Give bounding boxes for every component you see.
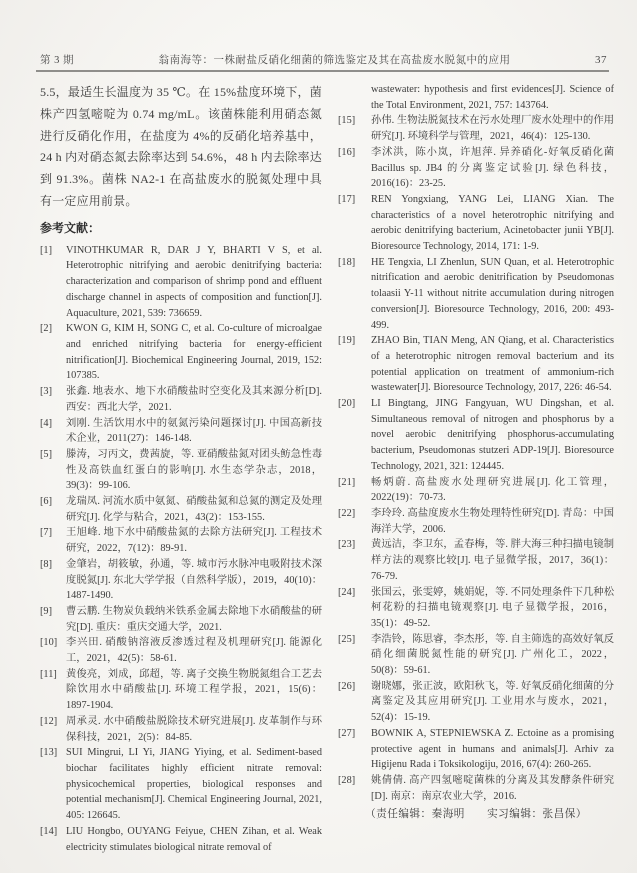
header-rule bbox=[36, 70, 609, 72]
reference-number: [25] bbox=[338, 633, 356, 645]
reference-item bbox=[40, 525, 322, 556]
reference-item bbox=[338, 192, 614, 255]
editors-note: （责任编辑：秦海明 实习编辑：张昌保） bbox=[365, 809, 587, 821]
references-list-left bbox=[40, 243, 322, 855]
reference-item bbox=[338, 475, 614, 506]
reference-number: [20] bbox=[338, 398, 356, 410]
reference-number: [2] bbox=[40, 323, 53, 335]
reference-text: VINOTHKUMAR R, DAR J Y, BHARTI V S, et al. Heterotrophic nitrifying and aerobic denitrifying bacteria: characterization and comparison of shrimp pond and effluent discharge channel in aspects of composition and function[J]. Aquaculture, 2021, 539: 736659. bbox=[66, 244, 322, 319]
reference-text: 金肇岩，胡筱敏，孙通，等. 城市污水脉冲电吸附技术深度脱氮[J]. 东北大学学报（自然科学版），2019，40(10)：1487-1490. bbox=[66, 558, 322, 602]
reference-item bbox=[40, 447, 322, 494]
reference-number: [11] bbox=[40, 668, 57, 680]
reference-text: 张国云，张雯婷，姚娟妮，等. 不同处理条件下几种松柯花粉的扫描电镜观察[J]. 电子显微学报，2016，35(1)：49-52. bbox=[371, 586, 614, 629]
references-heading: 参考文献： bbox=[40, 220, 101, 235]
reference-text: 李浩铃，陈思睿，李杰彤，等. 自主筛选的高效好氧反硝化细菌脱氮性能的研究[J]. 广州化工，2022，50(8)：59-61. bbox=[371, 633, 614, 677]
reference-item bbox=[40, 494, 322, 525]
reference-item bbox=[338, 333, 614, 396]
reference-item bbox=[338, 255, 614, 334]
running-head bbox=[40, 52, 607, 67]
reference-item bbox=[40, 557, 322, 604]
reference-number: [6] bbox=[40, 496, 53, 508]
reference-text: HE Tengxia, LI Zhenlun, SUN Quan, et al. Heterotrophic nitrification and aerobic denitrification by Pseudomonas tolaasii Y-11 without nitrite accumulation during nitrogen conversion[J]. Bioresource Technology, 2016, 200: 493-499. bbox=[371, 256, 614, 331]
reference-item bbox=[338, 679, 614, 726]
reference-number: [4] bbox=[40, 417, 53, 429]
reference-item bbox=[338, 632, 614, 679]
reference-number: [19] bbox=[338, 335, 356, 347]
reference-number: [1] bbox=[40, 244, 53, 256]
reference-item bbox=[40, 243, 322, 322]
reference-number: [12] bbox=[40, 715, 58, 727]
reference-item bbox=[40, 667, 322, 714]
reference-text: 姚倩倩. 高产四氢嘧啶菌株的分离及其发酵条件研究[D]. 南京：南京农业大学，2016. bbox=[371, 774, 614, 802]
reference-text: REN Yongxiang, YANG Lei, LIANG Xian. The characteristics of a novel heterotrophic nitrifying and aerobic denitrifying bacterium, Acinetobacter junii YB[J]. Bioresource Technology, 2014, 171: 1-9. bbox=[371, 193, 614, 253]
reference-text: 张鑫. 地表水、地下水硝酸盐时空变化及其来源分析[D]. 西安：西北大学，2021. bbox=[66, 386, 322, 413]
reference-number: [10] bbox=[40, 637, 58, 649]
reference-item bbox=[338, 773, 614, 804]
reference-item bbox=[338, 113, 614, 144]
reference-text: 李玲玲. 高盐度废水生物处理特性研究[D]. 青岛：中国海洋大学，2006. bbox=[371, 507, 614, 535]
reference-item bbox=[338, 82, 614, 113]
reference-item bbox=[338, 506, 614, 537]
reference-text: wastewater: hypothesis and first evidences[J]. Science of the Total Environment, 2021, 757: 143764. bbox=[371, 84, 614, 111]
reference-text: 李沭洪，陈小岚，许旭萍. 异养硝化-好氧反硝化菌 Bacillus sp. JB4 的分离鉴定试验[J]. 绿色科技，2016(16)：23-25. bbox=[371, 146, 614, 190]
reference-number: [7] bbox=[40, 527, 53, 539]
reference-number: [22] bbox=[338, 507, 356, 519]
reference-text: SUI Mingrui, LI Yi, JIANG Yiying, et al. Sediment-based biochar facilitates highly efficient nitrate removal: physicochemical properties, biological responses and potential mechanism[J]. Chemical Engineering Journal, 2021, 405: 126645. bbox=[66, 747, 322, 822]
reference-text: 李兴田. 硝酸钠溶液反渗透过程及机理研究[J]. 能源化工，2021，42(5)：58-61. bbox=[66, 637, 322, 665]
reference-item bbox=[40, 635, 322, 666]
reference-item bbox=[40, 384, 322, 415]
reference-number: [15] bbox=[338, 115, 356, 127]
reference-text: 谢晓娜，张正波，欧阳秋飞，等. 好氧反硝化细菌的分离鉴定及其应用研究[J]. 工业用水与废水，2021，52(4)：15-19. bbox=[371, 680, 614, 724]
reference-number: [28] bbox=[338, 774, 356, 786]
reference-number: [5] bbox=[40, 448, 53, 460]
reference-text: 滕涛，习丙文，费茜旋，等. 亚硝酸盐氮对团头鲂急性毒性及高铁血红蛋白的影响[J]. 水生态学杂志，2018，39(3)：99-106. bbox=[66, 448, 322, 492]
reference-text: 孙伟. 生物法脱氮技术在污水处理厂废水处理中的作用研究[J]. 环境科学与管理，2021，46(4)：125-130. bbox=[371, 115, 614, 143]
reference-number: [16] bbox=[338, 146, 356, 158]
reference-text: KWON G, KIM H, SONG C, et al. Co-culture of microalgae and enriched nitrifying bacteria for energy-efficient nitrification[J]. Biochemical Engineering Journal, 2019, 152: 107385. bbox=[66, 323, 322, 382]
reference-item bbox=[40, 714, 322, 745]
reference-number: [27] bbox=[338, 727, 356, 739]
reference-text: 曹云鹏. 生物炭负载纳米铁系金属去除地下水硝酸盐的研究[D]. 重庆：重庆交通大学，2021. bbox=[66, 605, 322, 633]
reference-text: BOWNIK A, STEPNIEWSKA Z. Ectoine as a promising protective agent in humans and animals[J]. Arhiv za Higijenu Rada i Toksikologiju, 2016, 67(4): 260-265. bbox=[371, 727, 614, 771]
reference-item bbox=[40, 416, 322, 447]
reference-item bbox=[40, 604, 322, 635]
reference-text: 周承灵. 水中硝酸盐脱除技术研究进展[J]. 皮革制作与环保科技，2021，2(5)：84-85. bbox=[66, 715, 322, 743]
reference-number: [17] bbox=[338, 193, 356, 205]
reference-number: [13] bbox=[40, 747, 58, 759]
intro-paragraph: 5.5，最适生长温度为 35 ℃。在 15%盐度环境下，菌株产四氢嘧啶为 0.74 mg/mL。该菌株能利用硝态氮进行反硝化作用，在盐度为 4%的反硝化培养基中，24 h 内对硝态氮去除率达到 54.6%，48 h 内去除率达到 91.3%。菌株 NA2-1 在高盐废水的脱氮处理中具有一定应用前景。 bbox=[40, 85, 322, 208]
reference-number: [18] bbox=[338, 256, 356, 268]
reference-number: [26] bbox=[338, 680, 356, 692]
reference-number: [21] bbox=[338, 476, 356, 488]
reference-number: [9] bbox=[40, 605, 53, 617]
reference-item bbox=[338, 726, 614, 773]
references-list-right bbox=[338, 82, 614, 804]
reference-text: 畅炳蔚. 高盐废水处理研究进展[J]. 化工管理，2022(19)：70-73. bbox=[371, 476, 614, 504]
issue-number: 第 3 期 bbox=[40, 55, 74, 66]
reference-item bbox=[338, 145, 614, 192]
reference-text: 黄远洁，李卫东，孟春梅，等. 胖大海三种扫描电镜制样方法的观察比较[J]. 电子显微学报，2017，36(1)：76-79. bbox=[371, 539, 614, 582]
reference-text: LIU Hongbo, OUYANG Feiyue, CHEN Zihan, et al. Weak electricity stimulates biological nitrate removal of bbox=[66, 825, 322, 853]
reference-number: [8] bbox=[40, 558, 53, 570]
reference-number: [14] bbox=[40, 825, 58, 837]
reference-text: 王旭峰. 地下水中硝酸盐氮的去除方法研究[J]. 工程技术研究，2022，7(12)：89-91. bbox=[66, 527, 322, 555]
running-head-title: 翁南海等：一株耐盐反硝化细菌的筛选鉴定及其在高盐废水脱氮中的应用 bbox=[158, 55, 511, 66]
reference-number: [24] bbox=[338, 586, 356, 598]
left-column bbox=[40, 82, 322, 860]
reference-number: [3] bbox=[40, 386, 53, 398]
page-number: 37 bbox=[595, 54, 607, 66]
reference-text: ZHAO Bin, TIAN Meng, AN Qiang, et al. Characteristics of a heterotrophic nitrogen removal bacterium and its potential application on treatment of ammonium-rich wastewater[J]. Bioresource Technology, 2017, 226: 46-54. bbox=[371, 335, 614, 394]
reference-number: [23] bbox=[338, 539, 356, 551]
reference-text: LI Bingtang, JING Fangyuan, WU Dingshan, et al. Simultaneous removal of nitrogen and phosphorus by a novel aerobic denitrifying phosphorus-accumulating bacterium, Pseudomonas stutzeri ADP-19[J]. Bioresource Technology, 2021, 321: 124445. bbox=[371, 398, 614, 472]
reference-text: 刘刚. 生活饮用水中的氨氮污染问题探讨[J]. 中国高新技术企业，2011(27)：146-148. bbox=[66, 417, 322, 445]
reference-item bbox=[338, 585, 614, 632]
reference-item bbox=[40, 321, 322, 384]
reference-item bbox=[338, 396, 614, 475]
right-column bbox=[338, 82, 614, 860]
reference-text: 龙瑞凤. 河流水质中氨氮、硝酸盐氮和总氮的测定及处理研究[J]. 化学与粘合，2021，43(2)：153-155. bbox=[66, 496, 322, 523]
reference-item bbox=[40, 745, 322, 824]
reference-text: 黄俊亮，刘成，邱超，等. 离子交换生物脱氮组合工艺去除饮用水中硝酸盐[J]. 环境工程学报，2021，15(6)：1897-1904. bbox=[66, 668, 322, 712]
reference-item bbox=[338, 537, 614, 584]
reference-item bbox=[40, 824, 322, 855]
